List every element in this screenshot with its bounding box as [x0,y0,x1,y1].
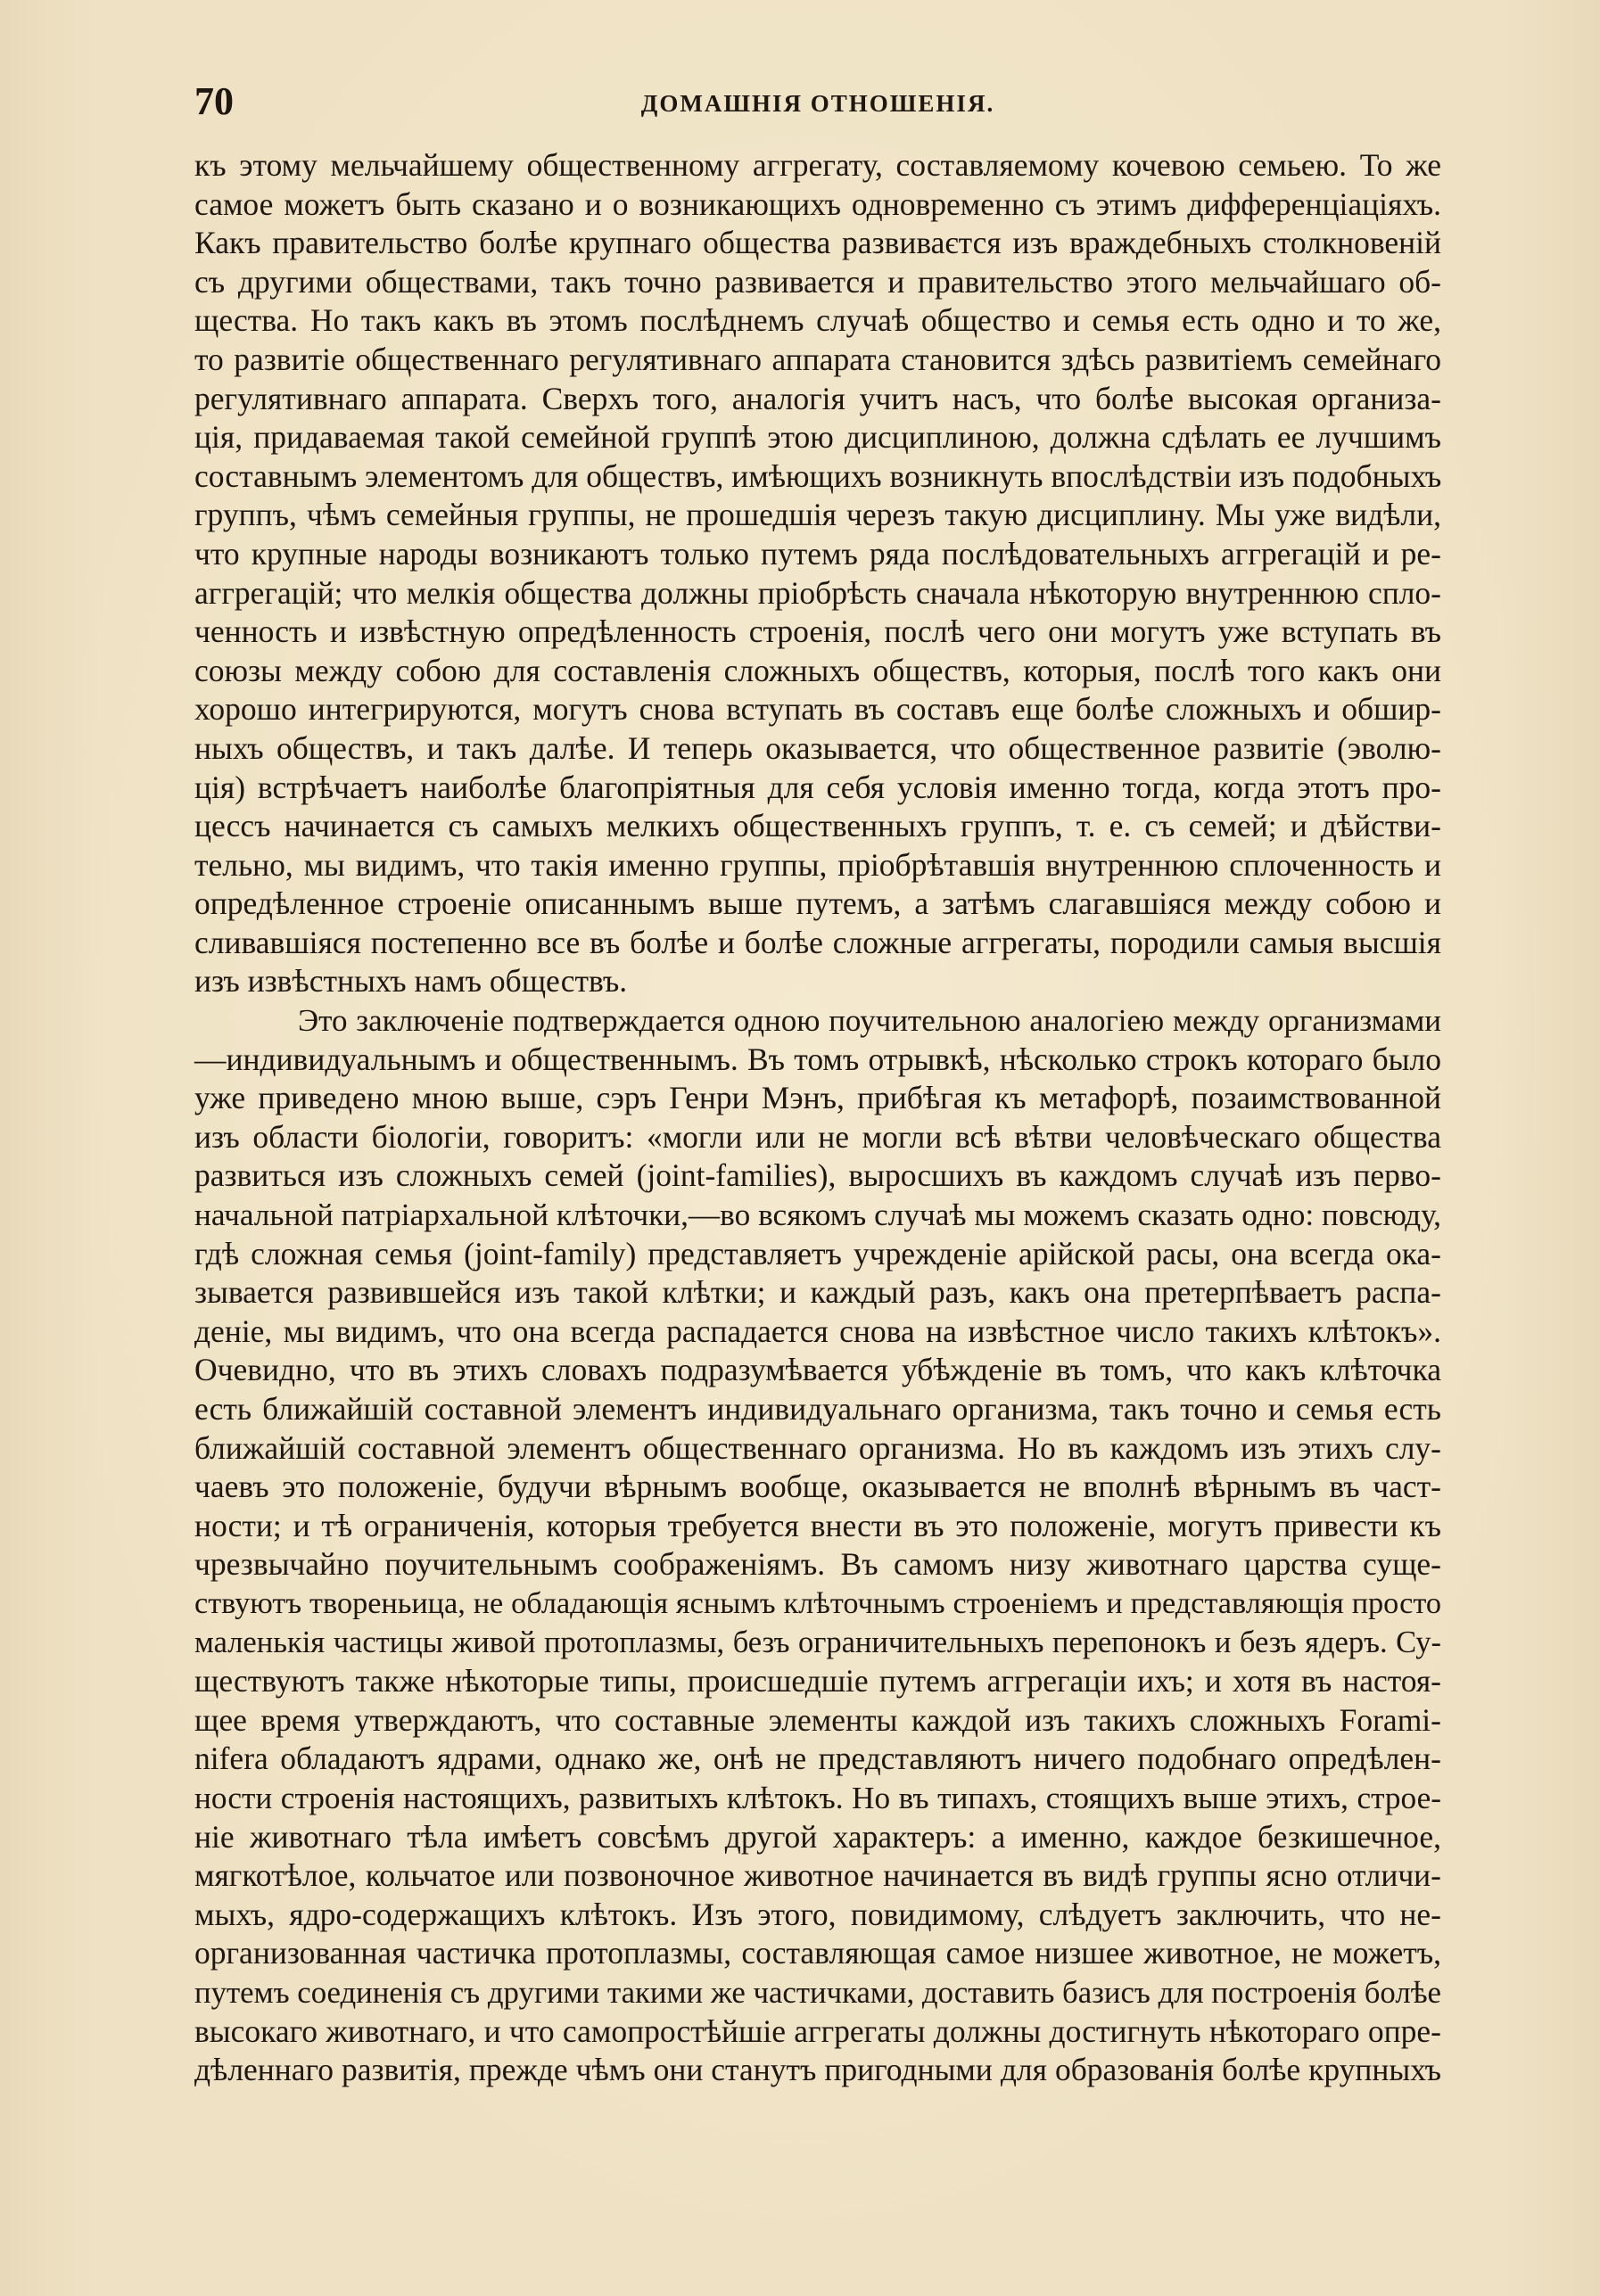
text-line: —индивидуальнымъ и общественнымъ. Въ томъ отрывкѣ, нѣсколько строкъ котораго было [194,1041,1441,1077]
text-line: щее время утверждаютъ, что составные элементы каждой изъ такихъ сложныхъ Forami- [194,1701,1441,1738]
text-line: чрезвычайно поучительнымъ соображеніямъ. Въ самомъ низу животнаго царства суще- [194,1546,1441,1583]
text-line: ществуютъ также нѣкоторые типы, происшедшіе путемъ аггрегаціи ихъ; и хотя въ настоя- [194,1663,1441,1699]
text-line: цессъ начинается съ самыхъ мелкихъ общественныхъ группъ, т. е. съ семей; и дѣйстви- [194,808,1441,844]
text-line: ствуютъ твореньица, не обладающія яснымъ клѣточнымъ строеніемъ и представляющія просто [194,1585,1441,1620]
text-line: Это заключеніе подтверждается одною поучительною аналогіею между организмами [298,1003,1441,1039]
text-line: высокаго животнаго, и что самопростѣйшіе аггрегаты должны достигнуть нѣкотораго опре- [194,2012,1441,2049]
text-line: сливавшіяся постепенно все въ болѣе и болѣе сложные аггрегаты, породили самыя высшія [194,924,1441,960]
text-line: начальной патріархальной клѣточки,—во всякомъ случаѣ мы можемъ сказать одно: повсюду, [194,1197,1441,1233]
text-line: гдѣ сложная семья (joint-family) представляетъ учрежденіе арійской расы, она всегда ока- [194,1235,1441,1271]
text-line: щества. Но такъ какъ въ этомъ послѣднемъ случаѣ общество и семья есть одно и то же, [194,302,1441,339]
text-line: составнымъ элементомъ для обществъ, имѣющихъ возникнуть впослѣдствіи изъ подобныхъ [194,457,1442,494]
text-line: изъ извѣстныхъ намъ обществъ. [194,963,628,1000]
text-line: что крупные народы возникаютъ только путемъ ряда послѣдовательныхъ аггрегацій и ре- [194,535,1441,572]
text-line: чаевъ это положеніе, будучи вѣрнымъ вообще, оказывается не вполнѣ вѣрнымъ въ част- [194,1469,1441,1505]
text-line: деніе, мы видимъ, что она всегда распадается снова на извѣстное число такихъ клѣтокъ». [194,1313,1441,1349]
text-line: ція) встрѣчаетъ наиболѣе благопріятныя для себя условія именно тогда, когда этотъ про- [194,769,1441,805]
text-line: къ этому мельчайшему общественному аггрегату, составляемому кочевою семьею. То же [194,147,1441,183]
text-line: ныхъ обществъ, и такъ далѣе. И теперь оказывается, что общественное развитіе (эволю- [194,729,1441,766]
text-line: nifera обладаютъ ядрами, однако же, онѣ не представляютъ ничего подобнаго опредѣлен- [194,1741,1441,1777]
text-line: Какъ правительство болѣе крупнаго общества развиваєтся изъ враждебныхъ столкновеній [194,225,1441,261]
text-line: ніе животнаго тѣла имѣетъ совсѣмъ другой характеръ: а именно, каждое безкишечное, [194,1818,1441,1855]
text-line: изъ области біологіи, говоритъ: «могли или не могли всѣ вѣтви человѣческаго общества [194,1118,1441,1155]
text-line: союзы между собою для составленія сложныхъ обществъ, которыя, послѣ того какъ они [194,652,1441,688]
text-line: ція, придаваемая такой семейной группѣ этою дисциплиною, должна сдѣлать ее лучшимъ [194,419,1441,456]
text-line: ности строенія настоящихъ, развитыхъ клѣтокъ. Но въ типахъ, стоящихъ выше этихъ, строе- [194,1780,1441,1815]
body-text [194,146,1441,2090]
text-line: ченность и извѣстную опредѣленность строенія, послѣ чего они могутъ уже вступать въ [194,613,1441,650]
text-line: хорошо интегрируются, могутъ снова вступать въ составъ еще болѣе сложныхъ и обшир- [194,691,1441,728]
text-line: мыхъ, ядро-содержащихъ клѣтокъ. Изъ этого, повидимому, слѣдуетъ заключить, что не- [194,1896,1441,1932]
text-line: регулятивнаго аппарата. Сверхъ того, аналогія учитъ насъ, что болѣе высокая организа- [194,380,1441,416]
text-line: ближайшій составной элементъ общественнаго организма. Но въ каждомъ изъ этихъ слу- [194,1429,1441,1466]
text-line: группъ, чѣмъ семейныя группы, не прошедшія черезъ такую дисциплину. Мы уже видѣли, [194,497,1441,533]
text-line: дѣленнаго развитія, прежде чѣмъ они станутъ пригодными для образованія болѣе крупныхъ [194,2052,1441,2088]
text-line: аггрегацій; что мелкія общества должны пріобрѣсть сначала нѣкоторую внутреннюю спло- [194,574,1441,611]
text-line: тельно, мы видимъ, что такія именно группы, пріобрѣтавшія внутреннюю сплоченность и [194,846,1441,883]
text-line: ности; и тѣ ограниченія, которыя требуется внести въ это положеніе, могутъ привести къ [194,1507,1441,1543]
page-header [194,75,1441,128]
text-line: маленькія частицы живой протоплазмы, безъ ограничительныхъ перепонокъ и безъ ядеръ. Су- [194,1625,1441,1659]
text-line: мягкотѣлое, кольчатое или позвоночное животное начинается въ видѣ группы ясно отличи- [194,1857,1441,1894]
text-line: опредѣленное строеніе описаннымъ выше путемъ, а затѣмъ слагавшіяся между собою и [194,885,1441,922]
text-line: то развитіе общественнаго регулятивнаго аппарата становится здѣсь развитіемъ семейнаго [194,341,1441,377]
text-line: путемъ соединенія съ другими такими же частичками, доставить базисъ для построенія болѣе [194,1974,1441,2010]
text-line: самое можетъ быть сказано и о возникающихъ одновременно съ этимъ дифференціаціяхъ. [194,185,1441,222]
text-line: уже приведено мною выше, сэръ Генри Мэнъ, прибѣгая къ метафорѣ, позаимствованной [194,1080,1441,1116]
text-line: зывается развившейся изъ такой клѣтки; и каждый разъ, какъ она претерпѣваетъ распа- [194,1274,1441,1311]
text-line: есть ближайшій составной элементъ индивидуальнаго организма, такъ точно и семья есть [194,1391,1441,1427]
text-line: организованная частичка протоплазмы, составляющая самое низшее животное, не можетъ, [194,1935,1441,1971]
page-number: 70 [194,79,234,123]
running-title: ДОМАШНІЯ ОТНОШЕНІЯ. [640,90,995,117]
text-line: развиться изъ сложныхъ семей (joint-families), выросшихъ въ каждомъ случаѣ изъ перво- [194,1157,1441,1194]
text-line: Очевидно, что въ этихъ словахъ подразумѣвается убѣжденіе въ томъ, что какъ клѣточка [194,1352,1441,1388]
text-line: съ другими обществами, такъ точно развивается и правительство этого мельчайшаго об- [194,263,1441,300]
